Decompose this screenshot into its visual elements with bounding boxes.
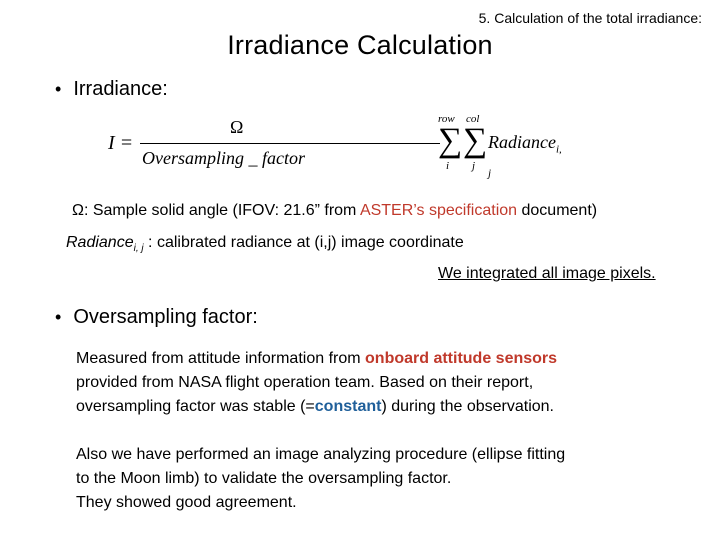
paragraph2-line1: Also we have performed an image analyzing procedure (ellipse fitting [76,446,566,463]
onboard-sensors-highlight: onboard attitude sensors [365,350,558,367]
bullet-icon: • [55,79,62,99]
formula-numerator: Ω [230,117,244,137]
summation-icon: ∑ [438,122,463,159]
formula-sum-lower-j: j [472,160,476,172]
formula-sum-upper-row: row [438,113,455,125]
bullet-irradiance-label: Irradiance: [73,78,168,100]
paragraph1-line3: oversampling factor was stable (=constant) during the observation. [76,398,554,415]
summation-icon: ∑ [463,122,488,159]
bullet-irradiance [55,78,168,101]
formula-radiance: Radiance$_{i, j}$ [488,132,562,180]
integrated-note: We integrated all image pixels. [438,265,656,282]
formula-sum-upper-col: col [466,113,480,125]
formula-fraction-bar [140,143,440,144]
omega-definition: Ω: Sample solid angle (IFOV: 21.6” from ASTER’s specification document) [72,202,598,219]
aster-spec-highlight: ASTER’s specification [359,202,518,219]
section-heading: 5. Calculation of the total irradiance: [478,10,702,26]
bullet-icon: • [55,307,62,327]
bullet-oversampling [55,306,258,329]
formula-lhs: I = [108,132,134,154]
paragraph1-line1: Measured from attitude information from onboard attitude sensors [76,350,558,367]
paragraph1-line2: provided from NASA flight operation team. Based on their report, [76,374,534,391]
paragraph2-line3: They showed good agreement. [76,494,297,511]
page-title: Irradiance Calculation [227,30,493,60]
irradiance-formula [108,112,562,182]
formula-denominator: Oversampling _ factor [142,148,305,168]
constant-highlight: constant [314,398,382,415]
radiance-definition: Radiance$_{i, j}$ : calibrated radiance at (i,j) image coordinate [66,234,464,255]
paragraph2-line2: to the Moon limb) to validate the oversampling factor. [76,470,452,487]
formula-sum-lower-i: i [446,160,450,172]
bullet-oversampling-label: Oversampling factor: [73,306,258,328]
